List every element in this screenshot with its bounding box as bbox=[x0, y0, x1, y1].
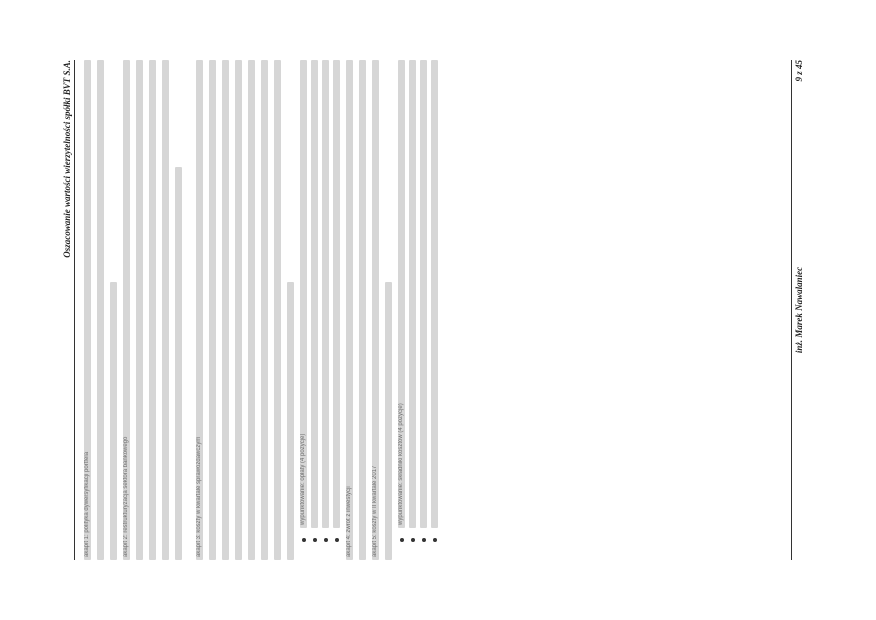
document-body bbox=[84, 60, 444, 560]
bullet-icon bbox=[335, 538, 339, 542]
paragraph: akapit 3: koszty w kwartale sprawozdawczym bbox=[196, 60, 294, 560]
list-item bbox=[322, 60, 329, 542]
paragraph: akapit 4: zwrot z inwestycji bbox=[346, 60, 366, 560]
bullet-icon bbox=[411, 538, 415, 542]
paragraph: akapit 5: koszty w II kwartale 2017 bbox=[372, 60, 392, 560]
list-item: wypunktowanie: opłaty (4 pozycje) bbox=[300, 60, 307, 542]
bullet-icon bbox=[324, 538, 328, 542]
bullet-icon bbox=[302, 538, 306, 542]
list-item bbox=[333, 60, 340, 542]
author-name: inż. Marek Nawalaniec bbox=[794, 266, 804, 354]
list-item bbox=[409, 60, 416, 542]
bullet-icon bbox=[400, 538, 404, 542]
bullet-list bbox=[300, 60, 340, 542]
bullet-icon bbox=[422, 538, 426, 542]
list-item bbox=[431, 60, 438, 542]
paragraph: akapit 2: restrukturyzacja sektora bankowego bbox=[123, 60, 182, 560]
page-number: 9 z 45 bbox=[794, 60, 804, 82]
list-item bbox=[420, 60, 427, 542]
paragraph: akapit 1: polityka dywersyfikacji portfela bbox=[84, 60, 117, 560]
bullet-icon bbox=[433, 538, 437, 542]
list-item: wypunktowanie: składniki kosztów (4 pozycje) bbox=[398, 60, 405, 542]
bullet-list bbox=[398, 60, 438, 542]
page-header: Oszacowanie wartości wierzytelności spółki BVT S.A. bbox=[62, 60, 75, 560]
bullet-icon bbox=[313, 538, 317, 542]
page-footer bbox=[791, 60, 804, 560]
list-item bbox=[311, 60, 318, 542]
